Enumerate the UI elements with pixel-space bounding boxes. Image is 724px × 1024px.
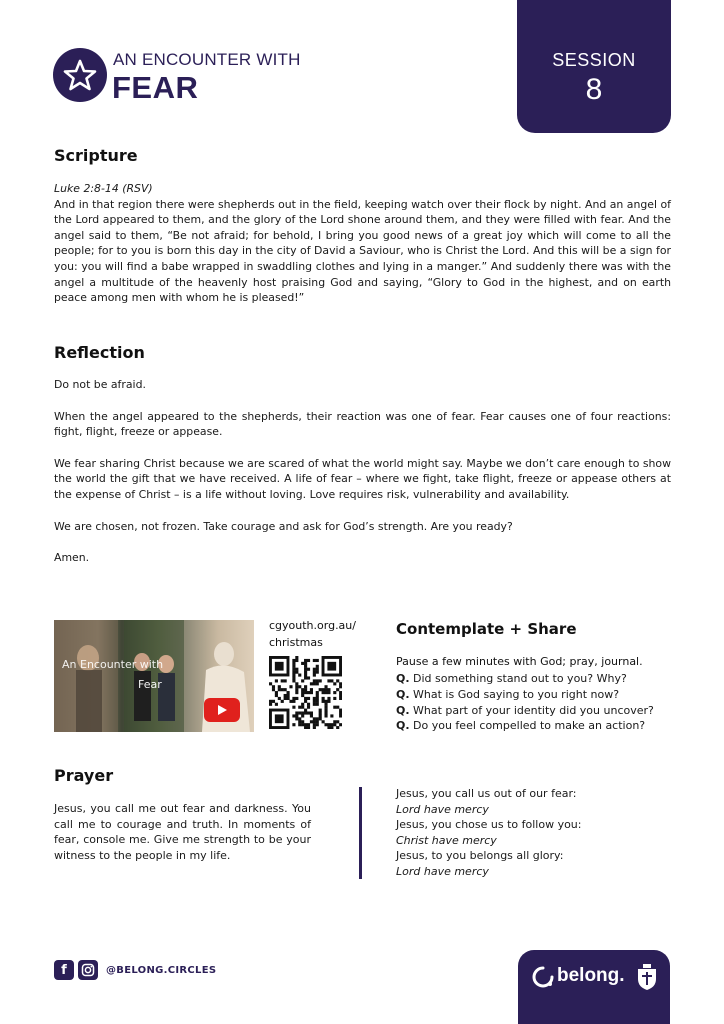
page-title: FEAR bbox=[112, 70, 199, 105]
facebook-icon[interactable] bbox=[54, 960, 74, 980]
question-item bbox=[396, 687, 654, 703]
question-list bbox=[396, 671, 654, 734]
youtube-play-icon[interactable] bbox=[204, 698, 240, 722]
scripture-body bbox=[54, 181, 671, 306]
litany-line: Jesus, to you belongs all glory: bbox=[396, 849, 564, 863]
litany-line: Jesus, you chose us to follow you: bbox=[396, 818, 582, 832]
qr-code-icon bbox=[269, 656, 342, 729]
contemplate-heading: Contemplate + Share bbox=[396, 620, 577, 638]
reflection-paragraph: Do not be afraid. bbox=[54, 378, 146, 391]
q-prefix: Q. bbox=[396, 687, 410, 701]
prayer-heading: Prayer bbox=[54, 766, 114, 785]
reflection-paragraph: When the angel appeared to the shepherds, their reaction was one of fear. Fear causes one of four reactions: fight, flight, freeze or appease. bbox=[54, 409, 671, 439]
question-text: What is God saying to you right now? bbox=[413, 687, 620, 701]
prayer-text: Jesus, you call me out fear and darkness. You call me to courage and truth. In moments of fear, console me. Give me strength to be your witness to the people in my life. bbox=[54, 802, 311, 862]
header-kicker: AN ENCOUNTER WITH bbox=[113, 50, 301, 69]
video-thumbnail[interactable] bbox=[54, 620, 254, 732]
session-number: 8 bbox=[585, 73, 603, 106]
q-prefix: Q. bbox=[396, 703, 410, 717]
session-label: SESSION bbox=[552, 50, 636, 70]
qr-url-line: cgyouth.org.au/ bbox=[269, 619, 356, 632]
social-handle[interactable]: @BELONG.CIRCLES bbox=[106, 964, 217, 976]
question-item bbox=[396, 671, 654, 687]
facebook-glyph: f bbox=[61, 962, 67, 978]
reflection-body bbox=[54, 377, 671, 566]
brand-wordmark: belong. bbox=[557, 965, 625, 986]
reflection-paragraph: Amen. bbox=[54, 551, 90, 565]
prayer-divider bbox=[359, 787, 362, 879]
litany-line: Jesus, you call us out of our fear: bbox=[396, 787, 577, 800]
question-text: What part of your identity did you uncover? bbox=[413, 703, 654, 717]
footer-brand-box bbox=[518, 950, 670, 1024]
video-title: An Encounter with bbox=[62, 658, 164, 671]
session-badge bbox=[517, 0, 671, 133]
qr-url-line: christmas bbox=[269, 636, 323, 649]
reflection-paragraph: We fear sharing Christ because we are scared of what the world might say. Maybe we don’t care enough to show the world the gift that we have received. A life of fear – where we fight, take flight, freeze or appease others at the expense of Christ – is a life without loving. Love requires risk, vulnerability and availability. bbox=[54, 456, 671, 501]
question-text: Did something stand out to you? Why? bbox=[413, 672, 627, 685]
belong-logo-icon bbox=[532, 966, 554, 988]
star-logo-icon bbox=[53, 48, 107, 102]
video-subtitle: Fear bbox=[138, 678, 162, 691]
qr-url[interactable] bbox=[269, 617, 379, 651]
social-links bbox=[54, 960, 216, 980]
q-prefix: Q. bbox=[396, 672, 410, 685]
crest-icon bbox=[636, 963, 658, 991]
litany-list bbox=[396, 786, 582, 880]
question-text: Do you feel compelled to make an action? bbox=[413, 719, 646, 733]
question-item bbox=[396, 703, 654, 719]
reflection-paragraph: We are chosen, not frozen. Take courage and ask for God’s strength. Are you ready? bbox=[54, 519, 513, 533]
question-item bbox=[396, 718, 654, 734]
scripture-reference: Luke 2:8-14 (RSV) bbox=[54, 182, 153, 195]
instagram-icon[interactable] bbox=[78, 960, 98, 980]
q-prefix: Q. bbox=[396, 719, 410, 733]
litany-response: Lord have mercy bbox=[396, 864, 489, 878]
contemplate-intro: Pause a few minutes with God; pray, journal. bbox=[396, 655, 643, 668]
scripture-text: And in that region there were shepherds out in the field, keeping watch over their flock by night. And an angel of the Lord appeared to them, and the glory of the Lord shone around them, and they were filled with fear. And the angel said to them, “Be not afraid; for behold, I bring you good news of a great joy which will come to all the people; for to you is born this day in the city of David a Saviour, who is Christ the Lord. And this will be a sign for you: you will find a babe wrapped in swaddling clothes and lying in a manger.” And suddenly there was with the angel a multitude of the heavenly host praising God and saying, “Glory to God in the highest, and on earth peace among men with whom he is pleased!” bbox=[54, 197, 671, 305]
reflection-heading: Reflection bbox=[54, 343, 145, 362]
scripture-heading: Scripture bbox=[54, 146, 138, 165]
litany-response: Lord have mercy bbox=[396, 802, 489, 816]
litany-response: Christ have mercy bbox=[396, 833, 497, 847]
